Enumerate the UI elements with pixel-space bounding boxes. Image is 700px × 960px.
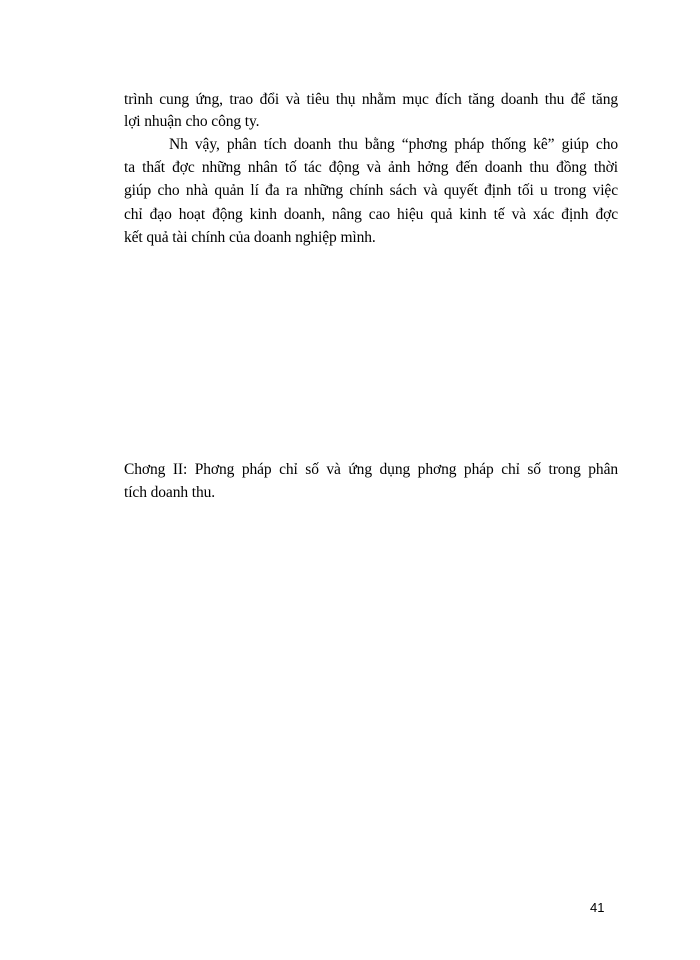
paragraph-2-line-1: Nh vậy, phân tích doanh thu bằng “phơng pháp thống kê” giúp cho	[169, 136, 618, 153]
page-number: 41	[590, 900, 605, 915]
paragraph-2-line-2: ta thất đợc những nhân tố tác động và ảnh hởng đến doanh thu đồng thời	[124, 159, 618, 176]
paragraph-1-line-2: lợi nhuận cho công ty.	[124, 113, 260, 130]
paragraph-2-line-4: chỉ đạo hoạt động kinh doanh, nâng cao hiệu quả kinh tế và xác định đợc	[124, 206, 618, 223]
paragraph-1-line-1: trình cung ứng, trao đổi và tiêu thụ nhằm mục đích tăng doanh thu để tăng	[124, 91, 618, 108]
chapter-heading-line-2: tích doanh thu.	[124, 484, 216, 501]
chapter-heading-line-1: Chơng II: Phơng pháp chỉ số và ứng dụng phơng pháp chỉ số trong phân	[124, 461, 618, 478]
paragraph-2-line-5: kết quả tài chính của doanh nghiệp mình.	[124, 229, 376, 246]
paragraph-2-line-3: giúp cho nhà quản lí đa ra những chính sách và quyết định tối u trong việc	[124, 182, 618, 199]
